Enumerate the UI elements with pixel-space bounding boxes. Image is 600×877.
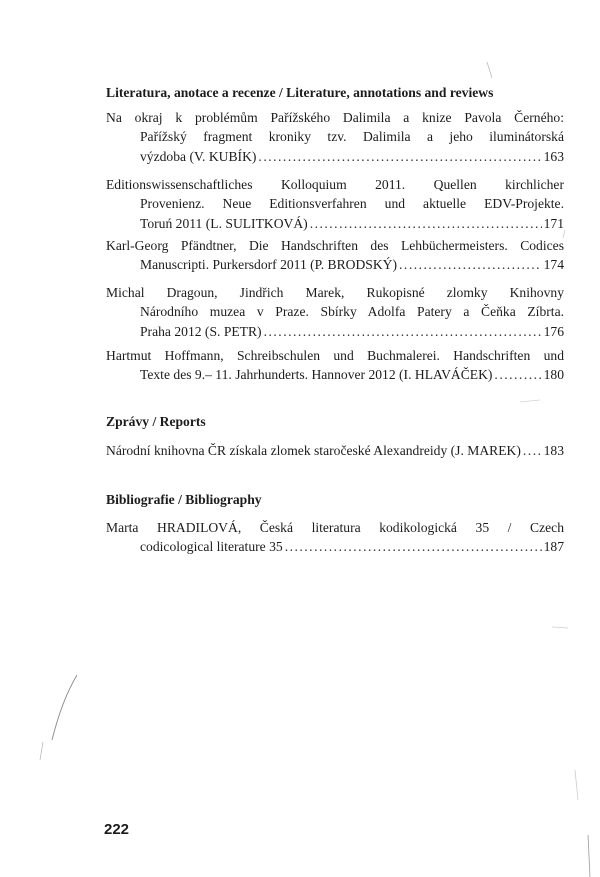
scan-mark [520,400,540,402]
entry-line: Marta HRADILOVÁ, Česká literatura kodikologická 35 / Czech [106,520,564,535]
entry-text: Texte des 9.– 11. Jahrhunderts. Hannover 2012 (I. HLAVÁČEK) [140,367,493,383]
entry-line: Michal Dragoun, Jindřich Marek, Rukopisné zlomky Knihovny [106,285,564,300]
entry-text: Národní knihovna ČR získala zlomek staročeské Alexandreidy (J. MAREK) [106,443,521,458]
scan-mark [552,627,568,628]
page-number: 187 [543,539,564,555]
scan-mark [40,742,43,760]
entry-text: Manuscripti. Purkersdorf 2011 (P. BRODSKÝ) [140,257,398,273]
entry-text: codicological literature 35 [140,539,283,555]
entry-line: Editionswissenschaftliches Kolloquium 2011. Quellen kirchlicher [106,177,564,192]
entry-text: výzdoba (V. KUBÍK) [140,148,257,164]
section-heading-bibliography: Bibliografie / Bibliography [106,492,262,507]
scan-mark [588,835,590,877]
section-heading-reports: Zprávy / Reports [106,414,206,429]
page-number: 171 [543,215,564,231]
entry-line: Karl-Georg Pfändtner, Die Handschriften des Lehbüchermeisters. Codices [106,238,564,253]
page-number: 180 [543,367,564,383]
section-heading-literature: Literatura, anotace a recenze / Literature, annotations and reviews [106,85,494,100]
page-number: 183 [543,443,564,458]
entry-text: Praha 2012 (S. PETR) [140,323,262,339]
page-number: 163 [543,148,564,164]
page-number: 174 [543,257,564,273]
entry-text: Toruń 2011 (L. SULITKOVÁ) [140,215,308,231]
scan-mark [575,770,578,800]
scan-mark [52,675,77,740]
scan-mark [563,230,565,238]
entry-line: Provenienz. Neue Editionsverfahren und aktuelle EDV-Projekte. [140,196,564,212]
page-folio-number: 222 [104,821,130,838]
entry-line: Hartmut Hoffmann, Schreibschulen und Buchmalerei. Handschriften und [106,348,564,363]
scan-mark [487,62,492,78]
entry-line: Pařížský fragment kroniky tzv. Dalimila a jeho iluminátorská [140,129,564,145]
page-number: 176 [543,323,564,339]
entry-line: Na okraj k problémům Pařížského Dalimila a knize Pavola Černého: [106,110,564,125]
entry-line: Národního muzea v Praze. Sbírky Adolfa Patery a Čeňka Zíbrta. [140,304,564,320]
